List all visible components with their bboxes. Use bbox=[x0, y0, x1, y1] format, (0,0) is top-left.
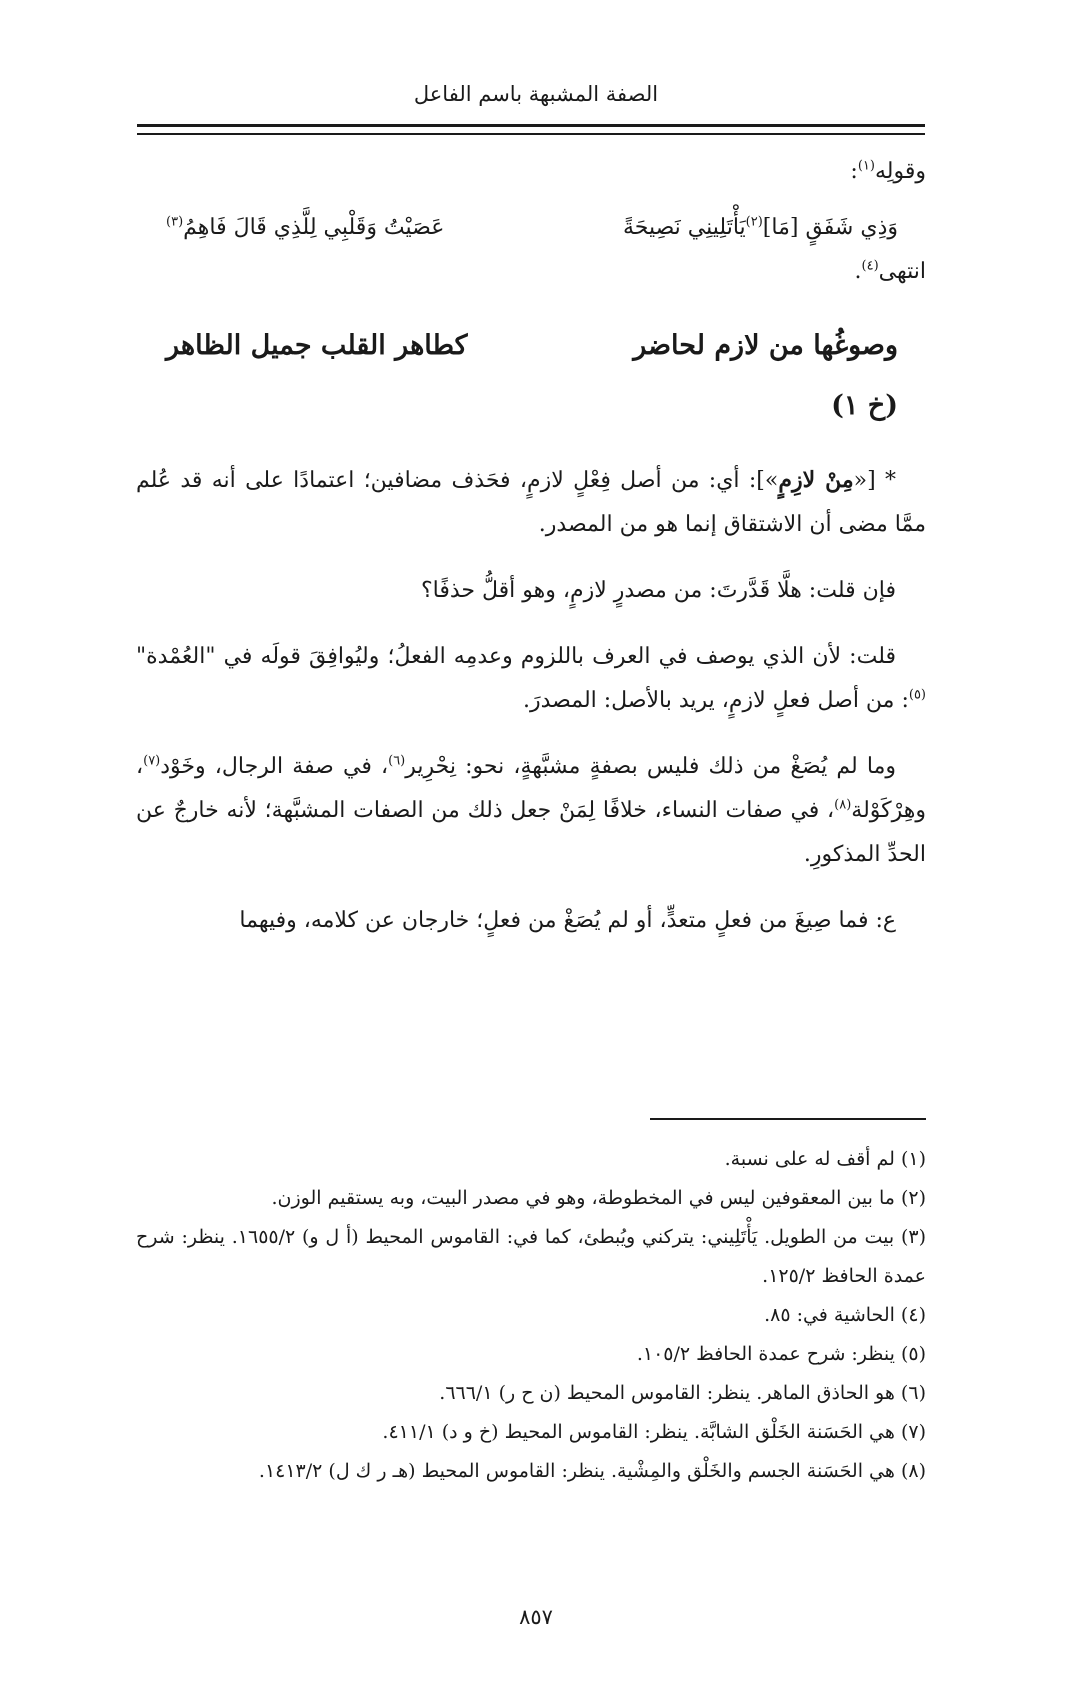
footnote: (١) لم أقف له على نسبة. bbox=[724, 1148, 926, 1170]
footnote-separator bbox=[650, 1118, 926, 1120]
footnote-ref: (٣) bbox=[166, 214, 184, 230]
paragraph-answer: قلت: لأن الذي يوصف في العرف باللزوم وعدمِه الفعلُ؛ وليُوافِقَ قولَه في "العُمْدة"$^{(٥)}$: من أصل فعلٍ لازمٍ، يريد بالأصل: المصدرَ. bbox=[136, 644, 926, 713]
verse-first-hemistich: وَذِي شَفَقٍ [مَا]$^{(٢)}$يَأْتَلِينِي نَصِيحَةً bbox=[622, 214, 898, 240]
verse-second-hemistich: عَصَيْتُ وَقَلْبِي لِلَّذِي قَالَ فَاهِمُ$^{(٣)}$ bbox=[166, 214, 445, 240]
matn-first-hemistich: وصوغُها من لازم لحاضر bbox=[633, 330, 898, 361]
footnote: (٢) ما بين المعقوفين ليس في المخطوطة، وهو في مصدر البيت، وبه يستقيم الوزن. bbox=[271, 1187, 926, 1209]
main-text bbox=[136, 150, 926, 965]
paragraph-continuation: ع: فما صِيغَ من فعلٍ متعدٍّ، أو لم يُصَغْ من فعلٍ؛ خارجان عن كلامه، وفيهما bbox=[239, 908, 896, 933]
footnote: (٧) هي الحَسَنة الخَلْق الشابَّة. ينظر: القاموس المحيط (خ و د) ٤١١/١. bbox=[382, 1421, 926, 1443]
header-rule-thin bbox=[137, 133, 925, 135]
footnote-ref: (٨) bbox=[834, 797, 852, 813]
footnote-ref: (٢) bbox=[745, 214, 763, 230]
page-number: ٨٥٧ bbox=[519, 1605, 553, 1629]
paragraph-end-quote: انتهى$^{(٤)}$. bbox=[854, 258, 926, 284]
matn-verse bbox=[136, 316, 926, 376]
header-rule-thick bbox=[137, 124, 925, 127]
footnote: (٤) الحاشية في: ٨٥. bbox=[764, 1304, 926, 1326]
footnotes bbox=[136, 1140, 926, 1491]
footnote: (٥) ينظر: شرح عمدة الحافظ ١٠٥/٢. bbox=[636, 1343, 926, 1365]
paragraph-commentary: * [«مِنْ لازِمٍ»]: أي: من أصل فِعْلٍ لازمٍ، فحَذف مضافين؛ اعتمادًا على أنه قد عُلم ممَّا مضى أن الاشتقاق إنما هو من المصدر. bbox=[136, 467, 926, 537]
footnote-ref: (٧) bbox=[143, 753, 161, 769]
paragraph-examples: وما لم يُصَغْ من ذلك فليس بصفةٍ مشبَّهةٍ، نحو: نِحْرِير$^{(٦)}$، في صفة الرجال، وخَوْد$^{(٧)}$، وهِرْكَوْلة$^{(٨)}$، في صفات النساء، خلافًا لِمَنْ جعل ذلك من الصفات المشبَّهة؛ لأنه خارجٌ عن الحدِّ المذكورِ. bbox=[136, 753, 926, 867]
lemma: مِنْ لازِمٍ bbox=[778, 467, 854, 493]
matn-second-hemistich: كطاهر القلب جميل الظاهر bbox=[166, 330, 468, 361]
footnote: (٦) هو الحاذق الماهر. ينظر: القاموس المحيط (ن ح ر) ٦٦٦/١. bbox=[439, 1382, 926, 1404]
footnote-ref: (٦) bbox=[388, 753, 406, 769]
footnote-ref: (٥) bbox=[908, 687, 926, 703]
paragraph-question: فإن قلت: هلَّا قَدَّرتَ: من مصدرٍ لازمٍ، وهو أقلُّ حذفًا؟ bbox=[420, 578, 896, 603]
footnote-ref: (١) bbox=[857, 158, 875, 174]
paragraph-intro: وقولِه$^{(١)}$: bbox=[850, 158, 926, 184]
footnote-ref: (٤) bbox=[861, 258, 879, 274]
matn-reference: (خ ١) bbox=[831, 390, 898, 421]
footnote: (٨) هي الحَسَنة الجسم والخَلْق والمِشْية. ينظر: القاموس المحيط (هـ ر ك ل) ١٤١٣/٢. bbox=[258, 1460, 926, 1482]
running-title: الصفة المشبهة باسم الفاعل bbox=[413, 82, 659, 106]
poetry-verse bbox=[136, 206, 926, 250]
footnote: (٣) بيت من الطويل. يَأْتَلِيني: يتركني ويُبطئ، كما في: القاموس المحيط (أ ل و) ١٦٥٥/٢. ينظر: شرح عمدة الحافظ ١٢٥/٢. bbox=[136, 1226, 926, 1287]
